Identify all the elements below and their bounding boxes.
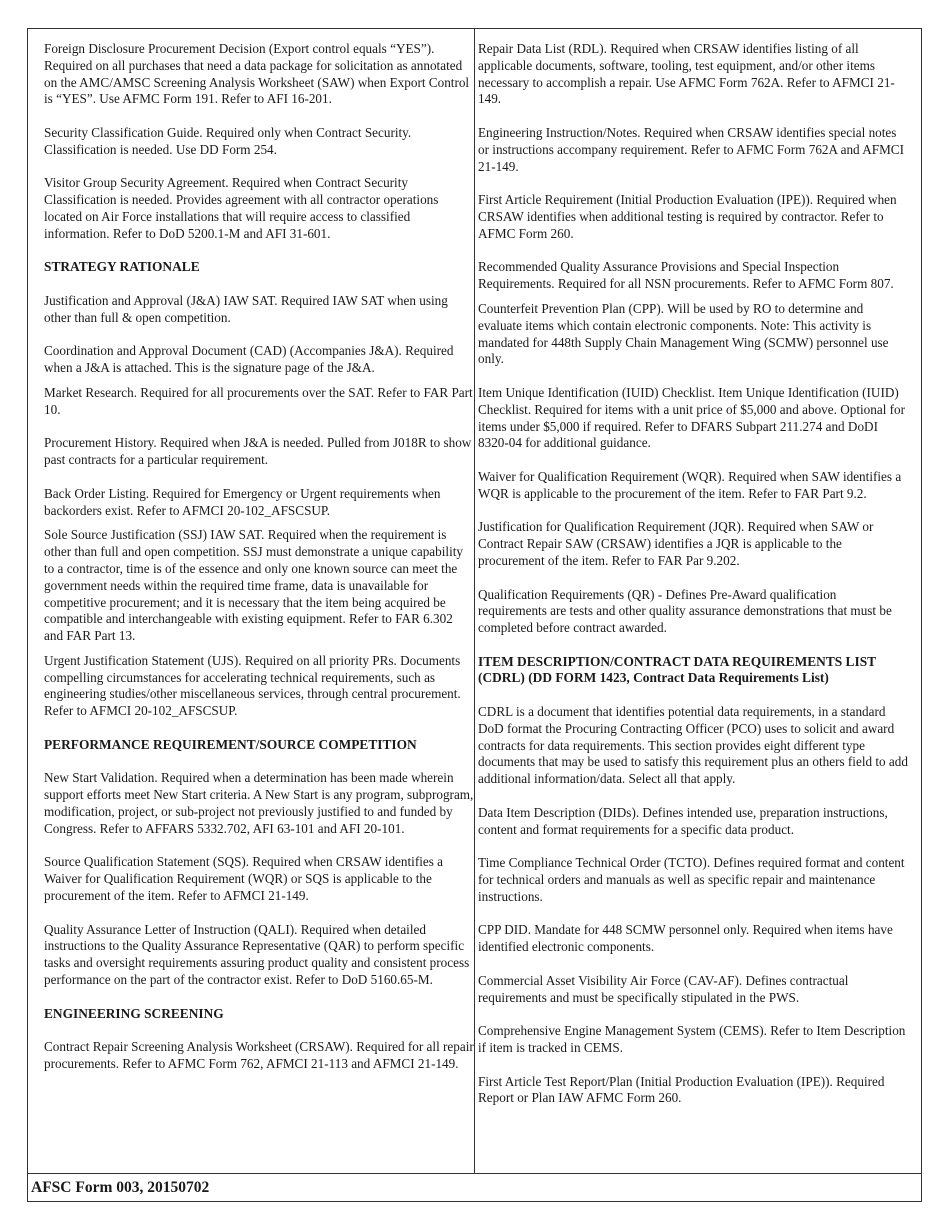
paragraph: Engineering Instruction/Notes. Required when CRSAW identifies special notes or instructions accompany requirement. Refer to AFMC Form 762A and AFMCI 21-149. — [478, 124, 904, 174]
paragraph: Commercial Asset Visibility Air Force (CAV-AF). Defines contractual requirements and must be specifically stipulated in the PWS. — [478, 972, 849, 1005]
section-heading: ENGINEERING SCREENING — [44, 1005, 224, 1021]
column-divider — [474, 29, 475, 1173]
paragraph: CDRL is a document that identifies potential data requirements, in a standard DoD format the Procuring Contracting Officer (PCO) uses to solicit and award contracts for data requirements. This section provides eight different type documents that may be used to satisfy this requirement plus an others field to add additional information/data. Select all that apply. — [478, 704, 908, 787]
paragraph: New Start Validation. Required when a determination has been made wherein support efforts meet New Start criteria. A New Start is any program, subprogram, modification, project, or sub-project not previously justified to and funded by Congress. Refer to AFFARS 5332.702, AFI 63-101 and AFI 20-101. — [44, 770, 474, 836]
paragraph: First Article Test Report/Plan (Initial Production Evaluation (IPE)). Required Report or Plan IAW AFMC Form 260. — [478, 1073, 885, 1106]
paragraph: Item Unique Identification (IUID) Checklist. Item Unique Identification (IUID) Checklist. Required for items with a unit price of $5,000 and above. Optional for items under $5,000 if required. Refer to DFARS Subpart 211.274 and DoDI 8320-04 for additional guidance. — [478, 384, 906, 451]
paragraph: Foreign Disclosure Procurement Decision (Export control equals “YES”). Required on all purchases that need a data package for solicitation as annotated on the AMC/AMSC Screening Analysis Worksheet (SAW) when Export Control is “YES”. Use AFMC Form 191. Refer to AFI 16-201. — [44, 41, 470, 107]
paragraph: Comprehensive Engine Management System (CEMS). Refer to Item Description if item is tracked in CEMS. — [478, 1023, 906, 1056]
paragraph: Back Order Listing. Required for Emergency or Urgent requirements when backorders exist. Refer to AFMCI 20-102_AFSCSUP. — [44, 485, 441, 518]
paragraph: Data Item Description (DIDs). Defines intended use, preparation instructions, content and format requirements for a specific data product. — [478, 804, 888, 837]
paragraph: Justification for Qualification Requirement (JQR). Required when SAW or Contract Repair SAW (CRSAW) identifies a JQR is applicable to the procurement of the item. Refer to FAR Par 9.202. — [478, 519, 874, 568]
paragraph: Source Qualification Statement (SQS). Required when CRSAW identifies a Waiver for Qualification Requirement (WQR) or SQS is applicable to the procurement of the item. Refer to AFMCI 21-149. — [44, 854, 444, 904]
paragraph: Quality Assurance Letter of Instruction (QALI). Required when detailed instructions to the Quality Assurance Representative (QAR) to perform specific tasks and oversight requirements assuring product quality and consistent process performance on the part of the contractor exist. Refer to DoD 5160.65-M. — [44, 921, 470, 988]
right-column — [478, 41, 908, 1124]
paragraph: Sole Source Justification (SSJ) IAW SAT. Required when the requirement is other than full and open competition. SSJ must demonstrate a unique capability to a contractor, time is of the essence and only one known source can meet the government needs within the required time frame, data is unavailable for competitive procurement; and it is necessary that the item being acquired be compatible and interchangeable with existing equipment. Refer to FAR 6.302 and FAR Part 13. — [44, 527, 463, 644]
paragraph: CPP DID. Mandate for 448 SCMW personnel only. Required when items have identified electronic components. — [478, 922, 893, 955]
paragraph: Visitor Group Security Agreement. Required when Contract Security Classification is needed. Provides agreement with all contractor operations located on Air Force installations that will require access to classified information. Refer to DoD 5200.1-M and AFI 31-601. — [44, 175, 439, 241]
section-heading: PERFORMANCE REQUIREMENT/SOURCE COMPETITION — [44, 736, 417, 752]
paragraph: Qualification Requirements (QR) - Defines Pre-Award qualification requirements are tests and other quality assurance demonstrations that must be completed before contract awarded. — [478, 586, 892, 636]
paragraph: Waiver for Qualification Requirement (WQR). Required when SAW identifies a WQR is applicable to the procurement of the item. Refer to FAR Part 9.2. — [478, 468, 902, 501]
section-heading: ITEM DESCRIPTION/CONTRACT DATA REQUIREMENTS LIST (CDRL) (DD FORM 1423, Contract Data Requirements List) — [478, 653, 876, 686]
form-frame — [27, 28, 922, 1202]
paragraph: Security Classification Guide. Required only when Contract Security. Classification is needed. Use DD Form 254. — [44, 124, 412, 157]
paragraph: Urgent Justification Statement (UJS). Required on all priority PRs. Documents compelling circumstances for accelerating technical requirements, such as engineering studies/other miscellaneous services, through central procurement. Refer to AFMCI 20-102_AFSCSUP. — [44, 652, 461, 719]
paragraph: Contract Repair Screening Analysis Worksheet (CRSAW). Required for all repair procurements. Refer to AFMC Form 762, AFMCI 21-113 and AFMCI 21-149. — [44, 1039, 474, 1072]
paragraph: Justification and Approval (J&A) IAW SAT. Required IAW SAT when using other than full & open competition. — [44, 292, 448, 325]
footer-rule — [28, 1173, 921, 1174]
form-footer: AFSC Form 003, 20150702 — [31, 1179, 210, 1196]
paragraph: Time Compliance Technical Order (TCTO). Defines required format and content for technical orders and manuals as well as specific repair and maintenance instructions. — [478, 855, 905, 904]
paragraph: Recommended Quality Assurance Provisions and Special Inspection Requirements. Required for all NSN procurements. Refer to AFMC Form 807. — [478, 259, 894, 292]
section-heading: STRATEGY RATIONALE — [44, 259, 200, 275]
paragraph: Procurement History. Required when J&A is needed. Pulled from J018R to show past contracts for a particular requirement. — [44, 435, 472, 468]
paragraph: Coordination and Approval Document (CAD) (Accompanies J&A). Required when a J&A is attached. This is the signature page of the J&A. — [44, 343, 454, 376]
paragraph: Counterfeit Prevention Plan (CPP). Will be used by RO to determine and evaluate items which contain electronic components. Note: This activity is mandated for 448th Supply Chain Management Wing (SCMW) personnel use only. — [478, 300, 889, 367]
left-column — [44, 41, 474, 1090]
paragraph: Market Research. Required for all procurements over the SAT. Refer to FAR Part 10. — [44, 384, 473, 417]
paragraph: Repair Data List (RDL). Required when CRSAW identifies listing of all applicable documents, software, tooling, test equipment, and/or other items necessary to accomplish a repair. Use AFMC Form 762A. Refer to AFMCI 21-149. — [478, 41, 895, 107]
paragraph: First Article Requirement (Initial Production Evaluation (IPE)). Required when CRSAW identifies when additional testing is required by contractor. Refer to AFMC Form 260. — [478, 192, 897, 241]
